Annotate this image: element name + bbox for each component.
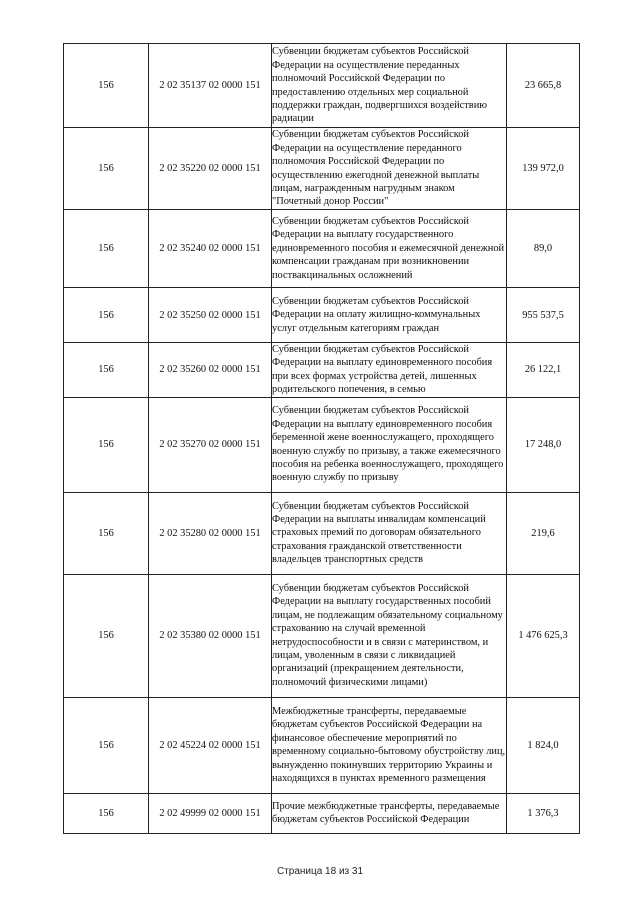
admin-code-cell: 156 — [64, 210, 149, 288]
budget-code-cell: 2 02 35260 02 0000 151 — [149, 343, 272, 398]
admin-code-cell: 156 — [64, 288, 149, 343]
admin-code-cell: 156 — [64, 343, 149, 398]
budget-code-cell: 2 02 35270 02 0000 151 — [149, 397, 272, 492]
description-cell: Субвенции бюджетам субъектов Российской Федерации на оплату жилищно-коммунальных услуг отдельным категориям граждан — [272, 288, 507, 343]
table-row — [64, 288, 580, 343]
budget-code-cell: 2 02 45224 02 0000 151 — [149, 697, 272, 793]
description-cell: Субвенции бюджетам субъектов Российской Федерации на выплату государственного единовременного пособия и ежемесячной денежной компенсации гражданам при возникновении поствакцинальных осложнений — [272, 210, 507, 288]
budget-code-cell: 2 02 35380 02 0000 151 — [149, 574, 272, 697]
description-cell: Межбюджетные трансферты, передаваемые бюджетам субъектов Российской Федерации на финансовое обеспечение мероприятий по временному социально-бытовому обустройству лиц, вынужденно покинувших территорию Украины и находящихся в пунктах временного размещения — [272, 697, 507, 793]
page-number: Страница 18 из 31 — [276, 866, 364, 877]
budget-code-cell: 2 02 35137 02 0000 151 — [149, 44, 272, 128]
description-cell: Субвенции бюджетам субъектов Российской Федерации на выплату единовременного пособия при всех формах устройства детей, лишенных родительского попечения, в семью — [272, 343, 507, 398]
admin-code-cell: 156 — [64, 697, 149, 793]
admin-code-cell: 156 — [64, 793, 149, 833]
amount-cell: 23 665,8 — [507, 44, 580, 128]
description-cell: Субвенции бюджетам субъектов Российской Федерации на выплаты инвалидам компенсаций страховых премий по договорам обязательного страхования гражданской ответственности владельцев транспортных средств — [272, 492, 507, 574]
budget-code-cell: 2 02 35280 02 0000 151 — [149, 492, 272, 574]
amount-cell: 89,0 — [507, 210, 580, 288]
budget-code-cell: 2 02 35250 02 0000 151 — [149, 288, 272, 343]
admin-code-cell: 156 — [64, 492, 149, 574]
amount-cell: 139 972,0 — [507, 128, 580, 210]
admin-code-cell: 156 — [64, 397, 149, 492]
table-row — [64, 697, 580, 793]
budget-code-cell: 2 02 49999 02 0000 151 — [149, 793, 272, 833]
table-row — [64, 397, 580, 492]
description-cell: Прочие межбюджетные трансферты, передаваемые бюджетам субъектов Российской Федерации — [272, 793, 507, 833]
description-cell: Субвенции бюджетам субъектов Российской Федерации на выплату единовременного пособия беременной жене военнослужащего, проходящего военную службу по призыву, а также ежемесячного пособия на ребенка военнослужащего, проходящего военную службу по призыву — [272, 397, 507, 492]
amount-cell: 955 537,5 — [507, 288, 580, 343]
table-row — [64, 343, 580, 398]
budget-code-cell: 2 02 35240 02 0000 151 — [149, 210, 272, 288]
table-row — [64, 44, 580, 128]
table-row — [64, 492, 580, 574]
amount-cell: 219,6 — [507, 492, 580, 574]
budget-code-cell: 2 02 35220 02 0000 151 — [149, 128, 272, 210]
admin-code-cell: 156 — [64, 574, 149, 697]
amount-cell: 26 122,1 — [507, 343, 580, 398]
description-cell: Субвенции бюджетам субъектов Российской Федерации на осуществление переданного полномочия Российской Федерации по осуществлению ежегодной денежной выплаты лицам, награжденным нагрудным знаком "Почетный донор России" — [272, 128, 507, 210]
table-row — [64, 574, 580, 697]
table-row — [64, 793, 580, 833]
amount-cell: 1 376,3 — [507, 793, 580, 833]
description-cell: Субвенции бюджетам субъектов Российской Федерации на осуществление переданных полномочий Российской Федерации по предоставлению отдельных мер социальной поддержки граждан, подвергшихся воздействию радиации — [272, 44, 507, 128]
amount-cell: 1 476 625,3 — [507, 574, 580, 697]
table-row — [64, 210, 580, 288]
admin-code-cell: 156 — [64, 128, 149, 210]
revenue-table — [63, 43, 580, 834]
table-row — [64, 128, 580, 210]
amount-cell: 1 824,0 — [507, 697, 580, 793]
admin-code-cell: 156 — [64, 44, 149, 128]
description-cell: Субвенции бюджетам субъектов Российской Федерации на выплату государственных пособий лицам, не подлежащим обязательному социальному страхованию на случай временной нетрудоспособности и в связи с материнством, и лицам, уволенным в связи с ликвидацией организаций (прекращением деятельности, полномочий физическими лицами) — [272, 574, 507, 697]
amount-cell: 17 248,0 — [507, 397, 580, 492]
